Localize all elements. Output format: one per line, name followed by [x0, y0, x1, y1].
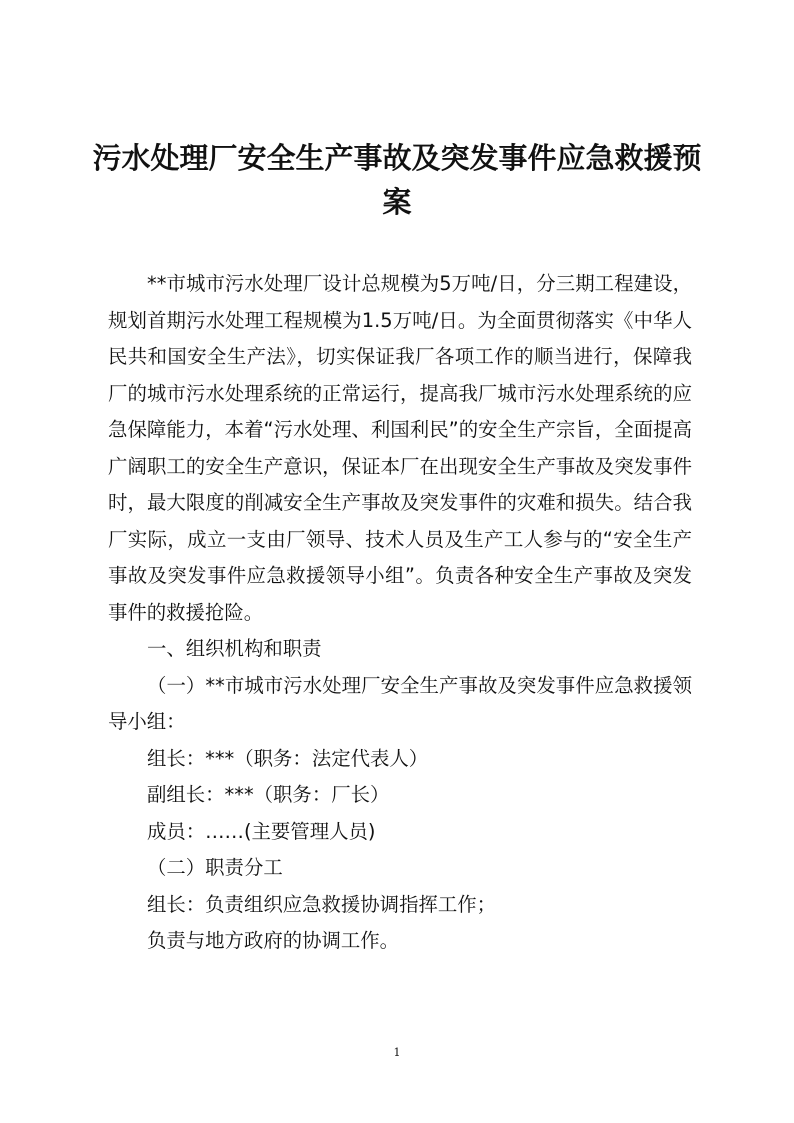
group-leader-line: 组长：***（职务：法定代表人）	[147, 746, 429, 770]
document-title: 污水处理厂安全生产事故及突发事件应急救援预案	[92, 141, 702, 219]
document-body	[108, 266, 692, 960]
deputy-leader-line: 副组长：***（职务：厂长）	[147, 783, 390, 806]
intro-paragraph: **市城市污水处理厂设计总规模为5万吨/日，分三期工程建设，规划首期污水处理工程规模为1.5万吨/日。为全面贯彻落实《中华人民共和国安全生产法》，切实保证我厂各项工作的顺当进行，保障我厂的城市污水处理系统的正常运行，提高我厂城市污水处理系统的应急保障能力，本着“污水处理、利国利民”的安全生产宗旨，全面提高广阔职工的安全生产意识，保证本厂在出现安全生产事故及突发事件时，最大限度的削减安全生产事故及突发事件的灾难和损失。结合我厂实际，成立一支由厂领导、技术人员及生产工人参与的“安全生产事故及突发事件应急救援领导小组”。负责各种安全生产事故及突发事件的救援抢险。	[108, 272, 692, 624]
subsection-heading-responsibilities: （二）职责分工	[147, 856, 283, 879]
members-line: 成员：……(主要管理人员)	[147, 819, 376, 843]
section-heading-organization: 一、组织机构和职责	[147, 637, 322, 660]
government-coordination-line: 负责与地方政府的协调工作。	[147, 929, 400, 952]
leader-duty-line: 组长：负责组织应急救援协调指挥工作；	[147, 892, 497, 916]
page-number: 1	[393, 1046, 401, 1059]
subsection-heading-leadership-group: （一）**市城市污水处理厂安全生产事故及突发事件应急救援领导小组：	[108, 673, 692, 733]
